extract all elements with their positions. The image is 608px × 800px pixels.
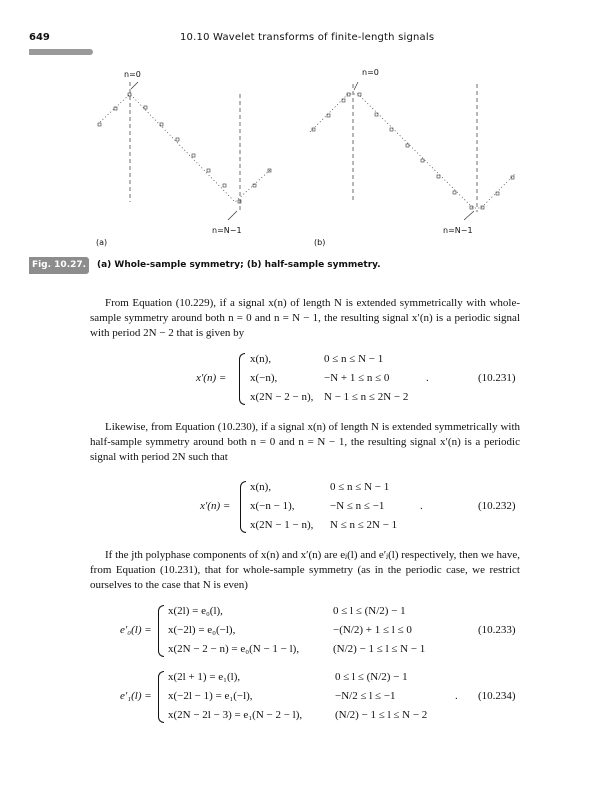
panel-b-label: (b) — [314, 238, 326, 247]
figure-caption-tag: Fig. 10.27. — [29, 257, 89, 274]
eq233-row2-expr: x(−2l) = e₀(−l), — [168, 624, 236, 636]
panel-b-top-label: n=0 — [362, 68, 379, 77]
paragraph-1: From Equation (10.229), if a signal x(n) of length N is extended symmetrically with whole-sample symmetry around both n = 0 and n = N − 1, the resulting signal x′(n) is a periodic signal with period 2N − 2 that is given by — [90, 297, 520, 339]
panel-a-arrow-top — [131, 82, 138, 89]
header-rule — [29, 49, 93, 55]
panel-a-top-label: n=0 — [124, 70, 141, 79]
eq232-period: . — [420, 500, 423, 512]
eq234-row3-expr: x(2N − 2l − 3) = e₁(N − 2 − l), — [168, 709, 303, 721]
panel-b-samples — [312, 93, 514, 209]
eq231-row1-expr: x(n), — [250, 353, 272, 365]
eq233-row1-expr: x(2l) = e₀(l), — [168, 605, 223, 617]
eq232-brace — [240, 481, 246, 533]
eq232-lhs: x′(n) = — [200, 500, 231, 512]
panel-b-arrow-top — [354, 82, 358, 90]
eq233-brace — [158, 605, 164, 657]
panel-b-arrow-bottom — [464, 211, 474, 220]
figure-caption: (a) Whole-sample symmetry; (b) half-sample symmetry. — [97, 260, 381, 270]
eq233-row2-cond: −(N/2) + 1 ≤ l ≤ 0 — [333, 624, 412, 636]
eq232-row3-cond: N ≤ n ≤ 2N − 1 — [330, 519, 398, 531]
eq233-row3-cond: (N/2) − 1 ≤ l ≤ N − 1 — [333, 643, 426, 655]
eq232-row2-expr: x(−n − 1), — [250, 500, 295, 512]
eq233-number: (10.233) — [478, 624, 516, 636]
eq231-lhs: x′(n) = — [196, 372, 227, 384]
eq234-number: (10.234) — [478, 690, 516, 702]
eq231-brace — [239, 353, 245, 405]
eq234-row2-cond: −N/2 ≤ l ≤ −1 — [335, 690, 396, 702]
eq232-row3-expr: x(2N − 1 − n), — [250, 519, 314, 531]
eq233-lhs: e′₀(l) = — [120, 624, 152, 636]
page-number: 649 — [29, 32, 50, 43]
eq234-row1-expr: x(2l + 1) = e₁(l), — [168, 671, 241, 683]
eq231-row3-cond: N − 1 ≤ n ≤ 2N − 2 — [324, 391, 409, 403]
eq233-row3-expr: x(2N − 2 − n) = e₀(N − 1 − l), — [168, 643, 300, 655]
panel-a-bottom-label: n=N−1 — [212, 226, 242, 235]
eq232-number: (10.232) — [478, 500, 516, 512]
eq234-brace — [158, 671, 164, 723]
eq232-row1-expr: x(n), — [250, 481, 272, 493]
eq233-row1-cond: 0 ≤ l ≤ (N/2) − 1 — [333, 605, 406, 617]
eq234-row2-expr: x(−2l − 1) = e₁(−l), — [168, 690, 253, 702]
panel-a-dotted-trace — [100, 94, 270, 202]
paragraph-3: If the jth polyphase components of x(n) and x′(n) are eⱼ(l) and e′ⱼ(l) respectively, then we have, from Equation (10.231), that for whole-sample symmetry (as in the periodic case, we restrict ourselves to the case that N is even) — [90, 549, 520, 591]
panel-a-samples — [98, 93, 271, 203]
eq231-row1-cond: 0 ≤ n ≤ N − 1 — [324, 353, 384, 365]
running-title: 10.10 Wavelet transforms of finite-length signals — [180, 32, 435, 43]
eq232-row2-cond: −N ≤ n ≤ −1 — [330, 500, 385, 512]
panel-b-plot — [310, 82, 515, 220]
eq234-row3-cond: (N/2) − 1 ≤ l ≤ N − 2 — [335, 709, 428, 721]
eq232-row1-cond: 0 ≤ n ≤ N − 1 — [330, 481, 390, 493]
panel-b-bottom-label: n=N−1 — [443, 226, 473, 235]
eq231-row3-expr: x(2N − 2 − n), — [250, 391, 314, 403]
eq234-row1-cond: 0 ≤ l ≤ (N/2) − 1 — [335, 671, 408, 683]
eq231-row2-cond: −N + 1 ≤ n ≤ 0 — [324, 372, 390, 384]
panel-a-arrow-bottom — [228, 211, 237, 220]
eq231-period: . — [426, 372, 429, 384]
eq231-row2-expr: x(−n), — [250, 372, 278, 384]
eq231-number: (10.231) — [478, 372, 516, 384]
panel-a-label: (a) — [96, 238, 108, 247]
panel-a-plot — [98, 82, 271, 220]
eq234-lhs: e′₁(l) = — [120, 690, 152, 702]
panel-b-dotted-trace — [310, 94, 515, 208]
eq234-period: . — [455, 690, 458, 702]
paragraph-2: Likewise, from Equation (10.230), if a signal x(n) of length N is extended symmetrically with half-sample symmetry around both n = 0 and n = N − 1, the resulting signal x′(n) is a periodic signal with period 2N such that — [90, 421, 520, 463]
page-header — [0, 32, 608, 46]
